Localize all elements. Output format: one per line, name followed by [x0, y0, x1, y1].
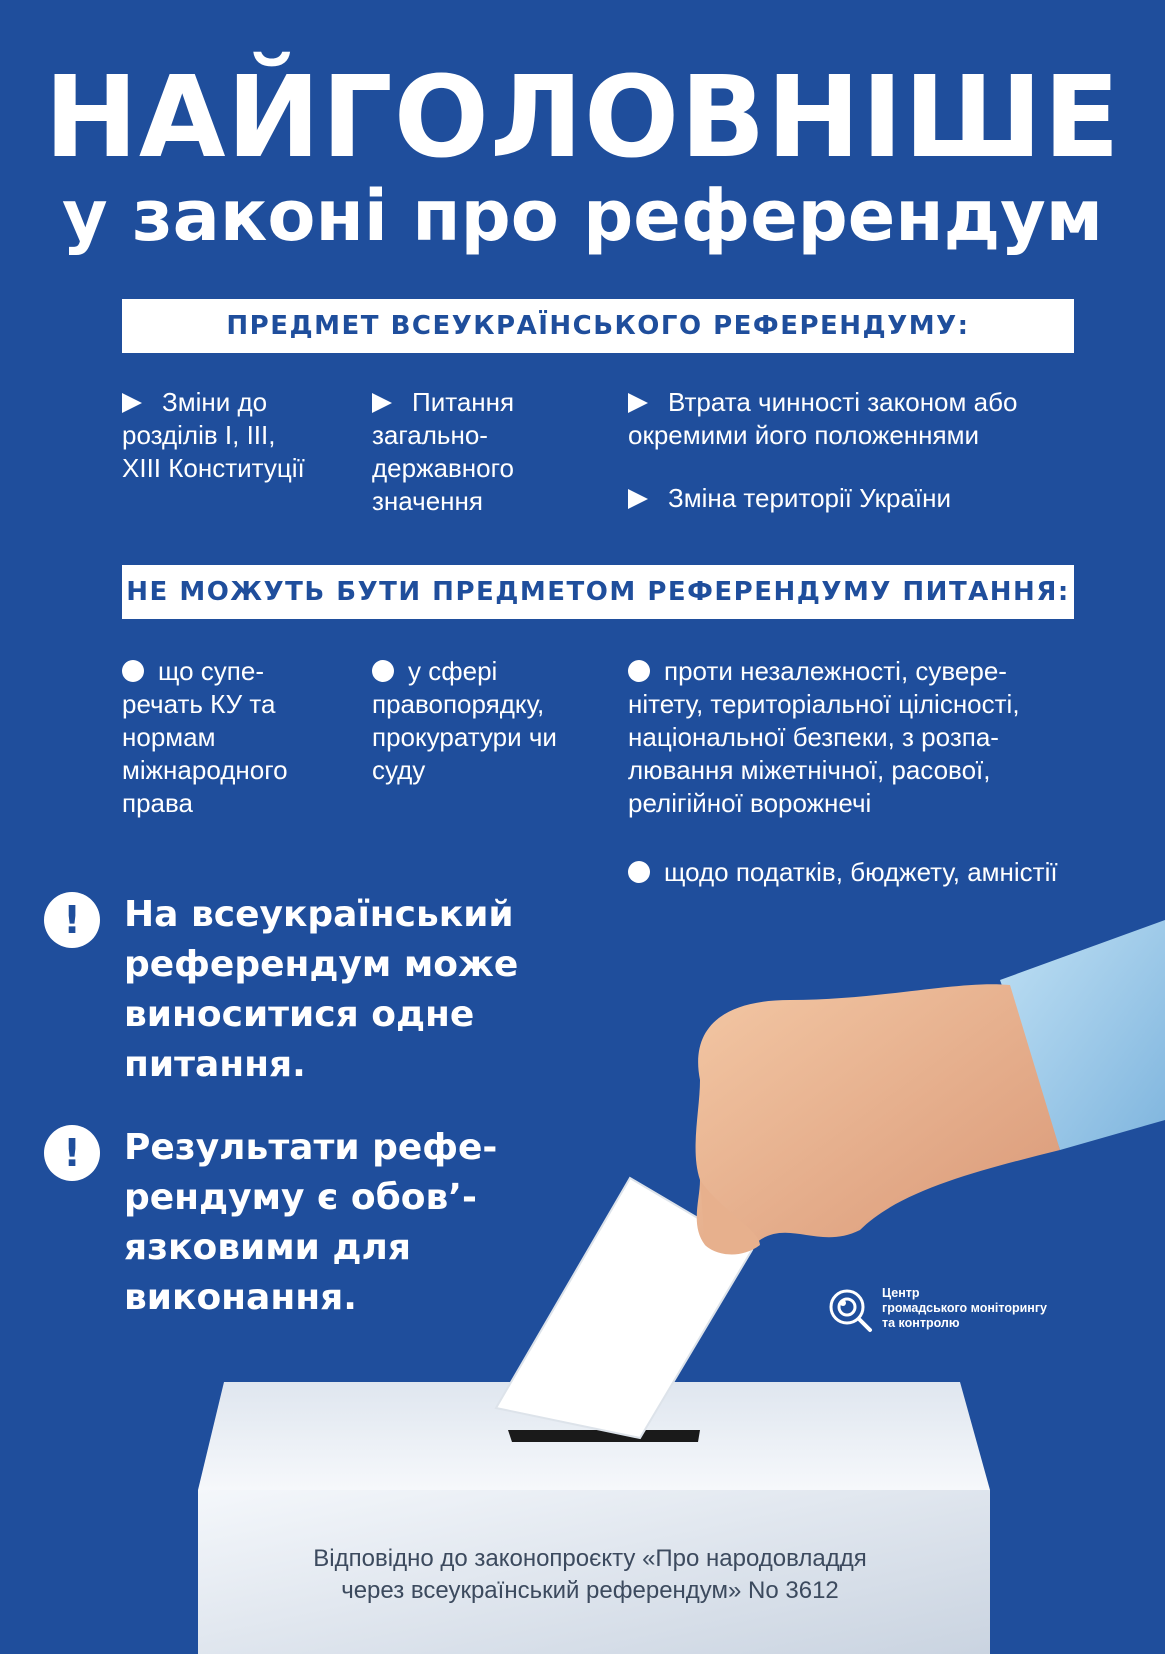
triangle-bullet-icon: [122, 393, 142, 413]
footnote: Відповідно до законопроєкту «Про народовладдя через всеукраїнський референдум» No 3612: [313, 1545, 867, 1604]
excluded-heading: НЕ МОЖУТЬ БУТИ ПРЕДМЕТОМ РЕФЕРЕНДУМУ ПИТАННЯ:: [122, 565, 1074, 619]
subject-item: Втрата чинності законом або окремими його положеннями: [628, 387, 1018, 450]
magnifier-eye-icon: [826, 1286, 874, 1334]
excluded-item: щодо податків, бюджету, амністії: [628, 856, 1078, 889]
circle-bullet-icon: [372, 660, 394, 682]
subject-item: Зміна території України: [628, 482, 1068, 515]
poster-subtitle: у законі про референдум: [61, 175, 1103, 257]
poster-title: НАЙГОЛОВНІШЕ: [44, 53, 1121, 183]
excluded-list-right: [628, 655, 1078, 889]
exclamation-icon: !: [44, 892, 100, 948]
excluded-item: проти незалежності, сувере-нітету, територіальної цілісності, національної безпеки, з розпа-лювання міжетнічної, расової, релігійної ворожнечі: [628, 656, 1020, 818]
subject-list-right: [628, 386, 1068, 515]
organization-logo: [826, 1282, 1086, 1338]
subject-heading: ПРЕДМЕТ ВСЕУКРАЇНСЬКОГО РЕФЕРЕНДУМУ:: [122, 299, 1074, 353]
excluded-item: у сфері правопорядку, прокуратури чи суду: [372, 656, 557, 785]
subject-item: Зміни до розділів I, III, XIII Конституції: [122, 387, 305, 483]
circle-bullet-icon: [122, 660, 144, 682]
circle-bullet-icon: [628, 861, 650, 883]
exclamation-icon: !: [44, 1125, 100, 1181]
triangle-bullet-icon: [628, 393, 648, 413]
box-slot: [508, 1430, 700, 1442]
poster: НАЙГОЛОВНІШЕ у законі про референдум ПРЕДМЕТ ВСЕУКРАЇНСЬКОГО РЕФЕРЕНДУМУ: Зміни до розділів I, III, XIII Конституції Питання загально-державного значення Втрата чинності законом або окремими його положеннями Зміна території України НЕ МОЖУТЬ БУТИ ПРЕДМЕТОМ РЕФЕРЕНДУМУ ПИТАННЯ: що супе-речать КУ та нормам міжнародного права у сфері правопорядку, прокуратури чи суду проти незалежності, сувере-нітету, територіальної цілісності, національної безпеки, з розпа-лювання міжетнічної, расової, релігійної ворожнечі щодо податків, бюджету, амністії ! На всеукраїнський референдум може виноситися одне питання. ! Результати рефе-рендуму є обов’-язковими для виконання. Центр громадського моніторингу та контролю Відповідно до законопроєкту «Про народовладдя через всеукраїнський референдум» No 3612: [0, 0, 1165, 1654]
triangle-bullet-icon: [628, 489, 648, 509]
hand: [696, 984, 1060, 1252]
triangle-bullet-icon: [372, 393, 392, 413]
circle-bullet-icon: [628, 660, 650, 682]
logo-text: Центр громадського моніторингу та контролю: [882, 1286, 1047, 1330]
subject-item: Питання загально-державного значення: [372, 387, 515, 516]
excluded-item: що супе-речать КУ та нормам міжнародного права: [122, 656, 288, 818]
